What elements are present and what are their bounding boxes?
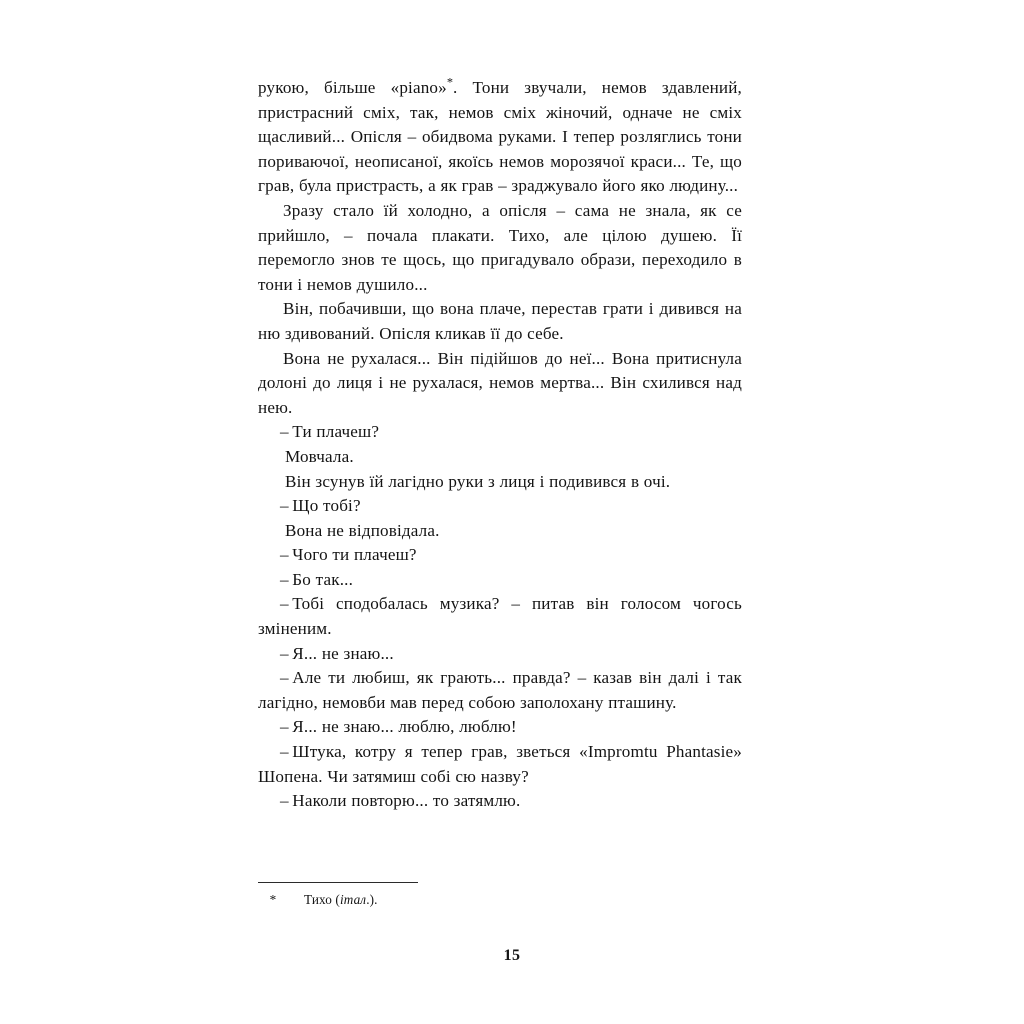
footnote — [258, 891, 742, 909]
dialogue-line-8: – Я... не знаю... люблю, люблю! — [280, 717, 517, 737]
paragraph-1-text-after-footnote-marker: . Тони звучали, немов здавлений, пристрасний сміх, так, немов сміх жіночий, одначе не сміх щасливий... Опісля – обидвома руками. І тепер розляглись тони пориваючої, неописаної, якоїсь немов морозячої краси... Те, що грав, була пристрасть, а як грав – зраджувало його яко людину... — [258, 78, 743, 196]
music-piece-title: «Impromtu Phantasie» — [579, 742, 742, 762]
footnote-text — [304, 891, 378, 909]
footnote-marker: * — [269, 892, 277, 907]
footnote-language-abbreviation: італ — [339, 892, 367, 907]
dialogue-line-2: – Що тобі? — [280, 496, 361, 516]
dialogue-line-3: – Чого ти плачеш? — [280, 545, 417, 565]
dialogue-line-1: – Ти плачеш? — [280, 422, 380, 442]
narration-line-1: Мовчала. — [285, 446, 354, 466]
body-text-column — [258, 76, 742, 814]
page-number: 15 — [503, 947, 521, 964]
footnote-text-before-italic: Тихо ( — [304, 892, 340, 907]
dialogue-line-5: – Тобі сподобалась музика? – питав він голосом чогось зміненим. — [258, 594, 742, 639]
paragraph-1-text-before-footnote-marker: рукою, більше «piano» — [258, 78, 447, 97]
dialogue-line-9-text-before-title: – Штука, котру я тепер грав, зветься — [280, 742, 580, 762]
paragraph-3: Він, побачивши, що вона плаче, перестав грати і дивився на ню здивований. Опісля кликав її до себе. — [258, 299, 742, 343]
paragraph-4: Вона не рухалася... Він підійшов до неї... Вона притиснула долоні до лиця і не рухалася, немов мертва... Він схилився над нею. — [258, 348, 742, 417]
footnote-separator-rule — [258, 882, 418, 883]
paragraph-1 — [258, 76, 742, 199]
dialogue-line-4: – Бо так... — [280, 569, 354, 589]
narration-line-2: Він зсунув їй лагідно руки з лиця і подивився в очі. — [285, 471, 671, 491]
dialogue-line-7: – Але ти любиш, як грають... правда? – казав він далі і так лагідно, немовби мав перед собою заполохану пташину. — [258, 668, 742, 712]
dialogue-line-9 — [258, 740, 742, 789]
dialogue-line-6: – Я... не знаю... — [280, 643, 394, 663]
paragraph-2: Зразу стало їй холодно, а опісля – сама не знала, як се прийшло, – почала плакати. Тихо, але цілою душею. Її перемогло знов те щось, що пригадувало образи, переходило в тони і немов душило... — [258, 200, 742, 294]
narration-line-3: Вона не відповідала. — [285, 520, 440, 540]
dialogue-line-9-text-after-title: Шопена. Чи затямиш собі сю назву? — [258, 766, 529, 786]
footnote-reference-marker[interactable]: * — [446, 75, 454, 90]
dialogue-line-10: – Наколи повторю... то затямлю. — [280, 791, 521, 811]
footnote-text-after-italic: .). — [366, 892, 378, 907]
